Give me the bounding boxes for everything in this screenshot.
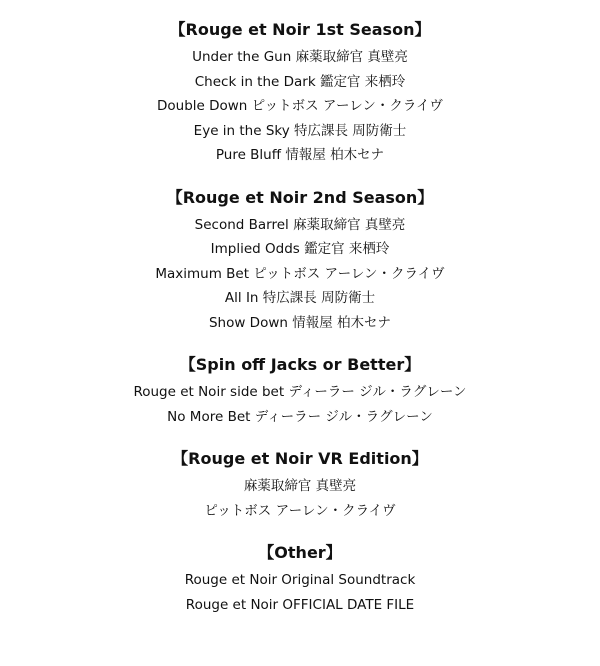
item-list bbox=[0, 474, 600, 523]
list-item: Second Barrel 麻薬取締官 真壁亮 bbox=[194, 216, 406, 233]
list-item: Eye in the Sky 特広課長 周防衛士 bbox=[193, 122, 407, 139]
item-list bbox=[0, 45, 600, 168]
section-other bbox=[0, 541, 600, 617]
list-item: Rouge et Noir Original Soundtrack bbox=[184, 572, 416, 588]
list-item: Under the Gun 麻薬取締官 真壁亮 bbox=[192, 49, 408, 65]
list-item: Show Down 情報屋 柏木セナ bbox=[208, 314, 392, 331]
list-item: No More Bet ディーラー ジル・ラグレーン bbox=[167, 408, 433, 425]
item-list bbox=[0, 380, 600, 429]
section-1st-season bbox=[0, 18, 600, 168]
list-item: ピットボス アーレン・クライヴ bbox=[204, 502, 396, 519]
list-item: Maximum Bet ピットボス アーレン・クライヴ bbox=[155, 265, 445, 282]
section-vr-edition bbox=[0, 447, 600, 523]
list-item: Rouge et Noir OFFICIAL DATE FILE bbox=[185, 596, 415, 613]
list-item: Implied Odds 鑑定官 来栖玲 bbox=[210, 241, 390, 257]
section-title: 【Spin off Jacks or Better】 bbox=[179, 355, 421, 374]
item-list bbox=[0, 213, 600, 336]
item-list bbox=[0, 568, 600, 617]
list-item: Check in the Dark 鑑定官 来栖玲 bbox=[194, 73, 406, 90]
section-title: 【Rouge et Noir VR Edition】 bbox=[172, 449, 428, 468]
section-spin-off bbox=[0, 353, 600, 429]
section-title: 【Rouge et Noir 2nd Season】 bbox=[166, 187, 434, 207]
section-title: 【Rouge et Noir 1st Season】 bbox=[169, 20, 431, 39]
list-item: 麻薬取締官 真壁亮 bbox=[243, 478, 357, 494]
section-2nd-season bbox=[0, 186, 600, 336]
list-item: Pure Bluff 情報屋 柏木セナ bbox=[215, 147, 385, 163]
list-item: Double Down ピットボス アーレン・クライヴ bbox=[156, 98, 443, 114]
list-item: All In 特広課長 周防衛士 bbox=[224, 290, 376, 306]
section-title: 【Other】 bbox=[258, 543, 342, 562]
list-item: Rouge et Noir side bet ディーラー ジル・ラグレーン bbox=[133, 384, 467, 400]
